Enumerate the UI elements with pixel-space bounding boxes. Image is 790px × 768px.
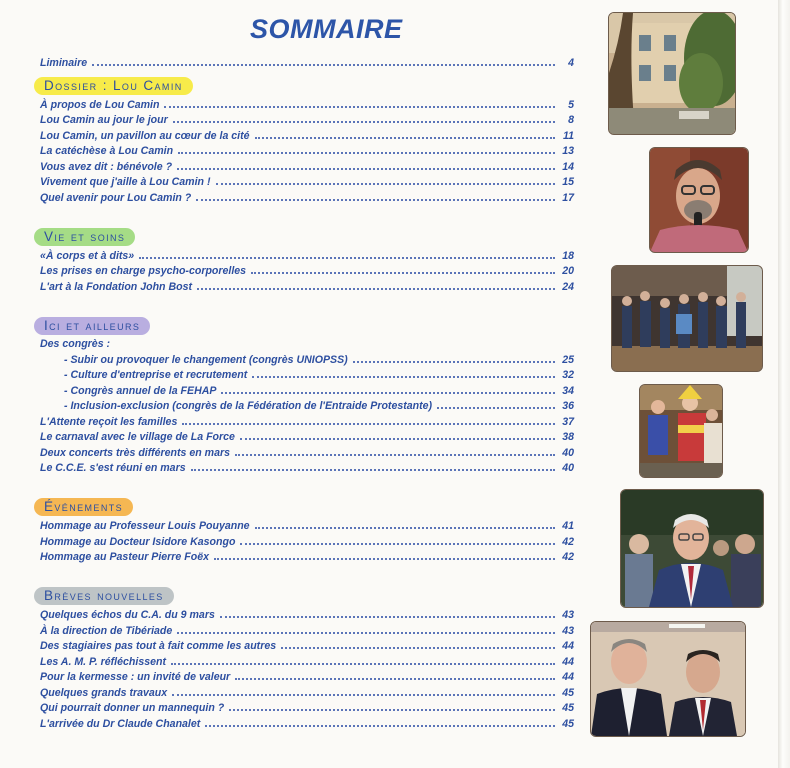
toc-entry-label: Pour la kermesse : un invité de valeur xyxy=(40,671,231,683)
toc-entry-page: 43 xyxy=(562,609,574,621)
photo-two-men-suits xyxy=(590,621,746,737)
photo-man-microphone xyxy=(649,147,749,253)
toc-entry-label: Des congrès : xyxy=(40,338,111,350)
toc-entry-page: 44 xyxy=(562,671,574,683)
toc-entry[interactable] xyxy=(40,533,574,548)
toc-entry[interactable] xyxy=(40,111,574,126)
toc-entry[interactable] xyxy=(40,127,574,142)
toc-subentry[interactable] xyxy=(40,382,574,397)
toc-entry-label: Quel avenir pour Lou Camin ? xyxy=(40,192,192,204)
toc-entry[interactable] xyxy=(40,622,574,637)
toc-entry-label: - Culture d'entreprise et recrutement xyxy=(64,369,248,381)
leader-dots xyxy=(205,725,555,727)
toc-entry[interactable] xyxy=(40,548,574,563)
toc-entry[interactable] xyxy=(40,428,574,443)
toc-entry[interactable] xyxy=(40,247,574,262)
toc-entry-page: 24 xyxy=(562,281,574,293)
toc-entry-label: Vivement que j'aille à Lou Camin ! xyxy=(40,176,211,188)
leader-dots xyxy=(178,152,555,154)
photo-carnival-children xyxy=(639,384,723,478)
toc-entry-label: Les A. M. P. réfléchissent xyxy=(40,656,166,668)
toc-entry-page: 41 xyxy=(562,520,574,532)
toc-entry-label: L'art à la Fondation John Bost xyxy=(40,281,193,293)
toc-entry-label: L'arrivée du Dr Claude Chanalet xyxy=(40,718,201,730)
leader-dots xyxy=(235,678,555,680)
toc-entry-label: Des stagiaires pas tout à fait comme les autres xyxy=(40,640,277,652)
toc-entry-page: 44 xyxy=(562,640,574,652)
toc-entry-page: 8 xyxy=(568,114,574,126)
page-title: SOMMAIRE xyxy=(250,14,403,44)
leader-dots xyxy=(229,709,555,711)
leader-dots xyxy=(196,199,555,201)
leader-dots xyxy=(240,543,555,545)
toc-entry-page: 13 xyxy=(562,145,574,157)
leader-dots xyxy=(216,183,556,185)
toc-entry-label: Hommage au Pasteur Pierre Foëx xyxy=(40,551,209,563)
toc-entry[interactable] xyxy=(40,262,574,277)
toc-entry[interactable] xyxy=(40,715,574,730)
leader-dots xyxy=(171,663,555,665)
toc-entry-page: 4 xyxy=(568,57,574,69)
leader-dots xyxy=(197,288,555,290)
toc-entry-page: 42 xyxy=(562,551,574,563)
toc-entry-label: Quelques échos du C.A. du 9 mars xyxy=(40,609,215,621)
toc-entry-label: Hommage au Docteur Isidore Kasongo xyxy=(40,536,236,548)
toc-entry-page: 25 xyxy=(562,354,574,366)
toc-entry-label: - Congrès annuel de la FEHAP xyxy=(64,385,217,397)
leader-dots xyxy=(437,407,555,409)
toc-entry[interactable] xyxy=(40,158,574,173)
toc-entry-page: 42 xyxy=(562,536,574,548)
toc-entry[interactable] xyxy=(40,173,574,188)
photo-group-gathering xyxy=(611,265,763,372)
toc-entry-page: 36 xyxy=(562,400,574,412)
toc-entry-label: «À corps et à dits» xyxy=(40,250,135,262)
toc-entry-page: 18 xyxy=(562,250,574,262)
toc-entry-label: La catéchèse à Lou Camin xyxy=(40,145,174,157)
toc-subentry[interactable] xyxy=(40,366,574,381)
toc-entry-page: 43 xyxy=(562,625,574,637)
toc-entry-page: 34 xyxy=(562,385,574,397)
toc-entry-page: 45 xyxy=(562,718,574,730)
toc-entry-label: - Subir ou provoquer le changement (congrès UNIOPSS) xyxy=(64,354,348,366)
toc-entry-page: 38 xyxy=(562,431,574,443)
toc-entry[interactable] xyxy=(40,684,574,699)
toc-entry-label: Deux concerts très différents en mars xyxy=(40,447,230,459)
toc-entry-liminaire[interactable] xyxy=(40,54,574,69)
photo-elderly-man-crowd xyxy=(620,489,764,608)
leader-dots xyxy=(214,558,555,560)
toc-entry[interactable] xyxy=(40,189,574,204)
toc-entry-label: À la direction de Tibériade xyxy=(40,625,173,637)
toc-entry-label: À propos de Lou Camin xyxy=(40,99,160,111)
toc-entry[interactable] xyxy=(40,653,574,668)
section-heading-dossier: Dossier : Lou Camin xyxy=(34,77,193,95)
toc-entry-label: Qui pourrait donner un mannequin ? xyxy=(40,702,225,714)
leader-dots xyxy=(255,137,555,139)
toc-entry-label: Vous avez dit : bénévole ? xyxy=(40,161,173,173)
toc-entry-label: Quelques grands travaux xyxy=(40,687,168,699)
toc-entry-label: Le C.C.E. s'est réuni en mars xyxy=(40,462,186,474)
toc-entry[interactable] xyxy=(40,96,574,111)
toc-entry-page: 40 xyxy=(562,447,574,459)
leader-dots xyxy=(139,257,555,259)
section-heading-evenements: Événements xyxy=(34,498,133,516)
leader-dots xyxy=(164,106,555,108)
toc-entry-label: - Inclusion-exclusion (congrès de la Fédération de l'Entraide Protestante) xyxy=(64,400,433,412)
toc-entry-label: Lou Camin, un pavillon au cœur de la cité xyxy=(40,130,250,142)
leader-dots xyxy=(92,64,555,66)
leader-dots xyxy=(353,361,555,363)
toc-entry-page: 15 xyxy=(562,176,574,188)
section-heading-vie-et-soins: Vie et soins xyxy=(34,228,135,246)
toc-entry-label: Lou Camin au jour le jour xyxy=(40,114,168,126)
toc-entry-page: 37 xyxy=(562,416,574,428)
toc-entry-page: 45 xyxy=(562,687,574,699)
toc-entry-page: 40 xyxy=(562,462,574,474)
leader-dots xyxy=(221,392,555,394)
toc-entry-page: 5 xyxy=(568,99,574,111)
leader-dots xyxy=(182,423,555,425)
leader-dots xyxy=(281,647,555,649)
section-heading-breves-nouvelles: Brèves nouvelles xyxy=(34,587,174,605)
leader-dots xyxy=(172,694,555,696)
leader-dots xyxy=(252,376,555,378)
toc-entry[interactable] xyxy=(40,142,574,157)
leader-dots xyxy=(177,632,555,634)
toc-entry-page: 32 xyxy=(562,369,574,381)
toc-entry-page: 45 xyxy=(562,702,574,714)
photo-building-courtyard xyxy=(608,12,736,135)
page-edge xyxy=(778,0,790,768)
toc-subentry[interactable] xyxy=(40,397,574,412)
toc-entry[interactable] xyxy=(40,699,574,714)
leader-dots xyxy=(235,454,555,456)
toc-entry-label: L'Attente reçoit les familles xyxy=(40,416,178,428)
toc-subentry[interactable] xyxy=(40,351,574,366)
toc-entry[interactable] xyxy=(40,459,574,474)
toc-entry[interactable] xyxy=(40,668,574,683)
leader-dots xyxy=(173,121,555,123)
leader-dots xyxy=(191,469,555,471)
toc-entry-label: Hommage au Professeur Louis Pouyanne xyxy=(40,520,250,532)
toc-entry[interactable] xyxy=(40,413,574,428)
toc-entry-label: Le carnaval avec le village de La Force xyxy=(40,431,235,443)
toc-entry-page: 17 xyxy=(562,192,574,204)
leader-dots xyxy=(255,527,555,529)
toc-entry[interactable] xyxy=(40,517,574,532)
toc-entry[interactable] xyxy=(40,278,574,293)
toc-entry-page: 20 xyxy=(562,265,574,277)
toc-entry[interactable] xyxy=(40,335,574,350)
toc-entry-page: 44 xyxy=(562,656,574,668)
leader-dots xyxy=(251,272,555,274)
toc-entry-page: 14 xyxy=(562,161,574,173)
leader-dots xyxy=(220,616,555,618)
section-heading-ici-et-ailleurs: Ici et ailleurs xyxy=(34,317,150,335)
toc-entry[interactable] xyxy=(40,444,574,459)
leader-dots xyxy=(240,438,555,440)
leader-dots xyxy=(177,168,555,170)
toc-entry-page: 11 xyxy=(563,130,574,142)
toc-entry-label: Liminaire xyxy=(40,57,88,69)
toc-entry[interactable] xyxy=(40,606,574,621)
toc-entry-label: Les prises en charge psycho-corporelles xyxy=(40,265,247,277)
toc-entry[interactable] xyxy=(40,637,574,652)
